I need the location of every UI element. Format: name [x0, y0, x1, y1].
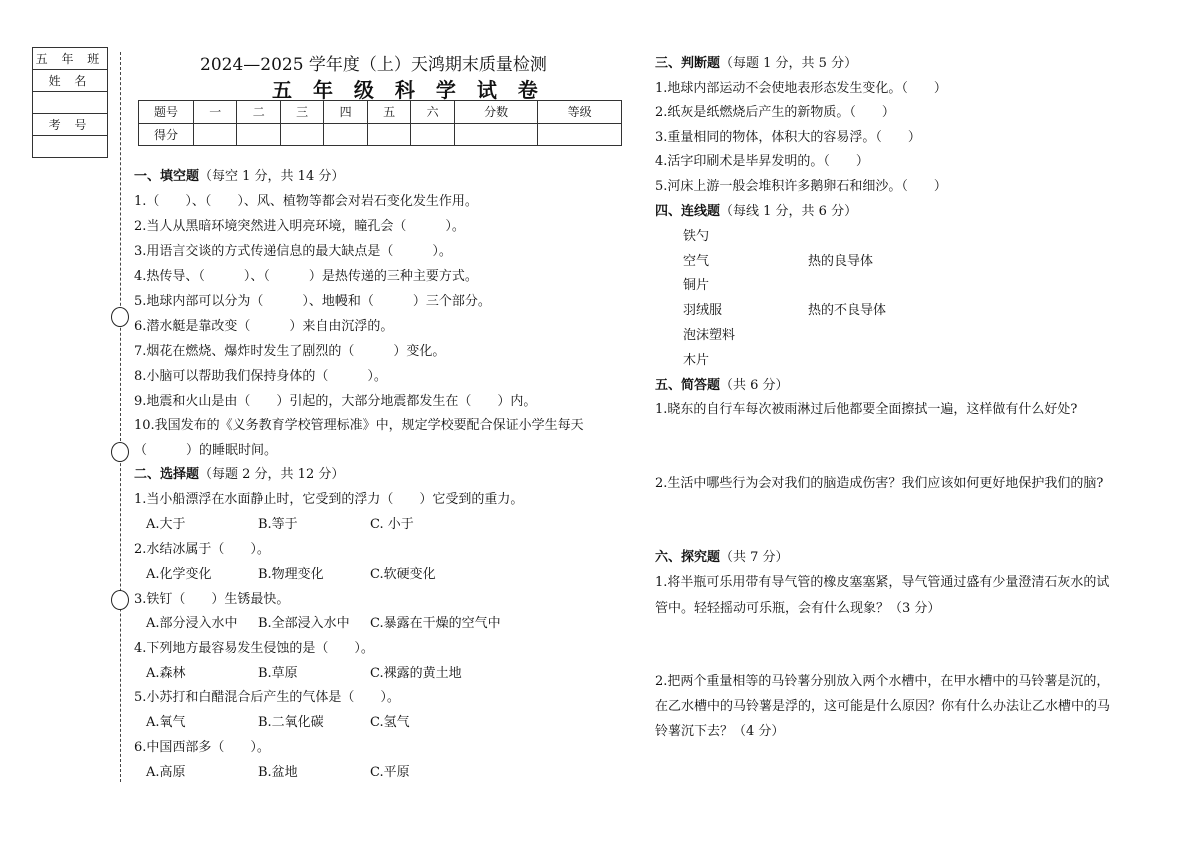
question-text: 2.水结冰属于（ ）。 — [134, 542, 270, 557]
score-cell[interactable] — [411, 123, 454, 146]
question-text: 铃薯沉下去？（4 分） — [655, 724, 785, 739]
question-text: 6.中国西部多（ ）。 — [134, 740, 270, 755]
answer-option[interactable]: A.氧气 — [146, 715, 186, 730]
section-heading-title: 二、选择题 — [134, 467, 200, 482]
question-text: 3.用语言交谈的方式传递信息的最大缺点是（ ）。 — [134, 244, 452, 259]
answer-option[interactable]: B.物理变化 — [258, 567, 324, 582]
score-header-cell: 六 — [411, 101, 454, 124]
match-target[interactable]: 热的不良导体 — [808, 303, 887, 318]
match-item[interactable]: 空气 — [683, 254, 710, 269]
match-item[interactable]: 铁勺 — [683, 229, 710, 244]
match-item[interactable]: 羽绒服 — [683, 303, 723, 318]
student-info-box — [32, 47, 108, 158]
section-heading — [655, 546, 789, 565]
score-header-cell: 五 — [367, 101, 410, 124]
section-heading — [655, 374, 789, 393]
score-cell[interactable] — [280, 123, 323, 146]
answer-option[interactable]: A.化学变化 — [146, 567, 212, 582]
exam-number-field[interactable] — [33, 136, 108, 158]
score-cell[interactable] — [367, 123, 410, 146]
section-heading-title: 五、简答题 — [655, 378, 721, 393]
score-cell[interactable] — [454, 123, 538, 146]
score-table — [138, 100, 622, 146]
score-header-cell: 题号 — [139, 101, 194, 124]
binding-hole — [111, 307, 129, 327]
question-text: 1.（ ）、（ ）、风、植物等都会对岩石变化发生作用。 — [134, 194, 478, 209]
section-heading — [655, 52, 857, 71]
answer-option[interactable]: C.暴露在干燥的空气中 — [370, 616, 501, 631]
score-table-header — [139, 101, 622, 124]
section-heading-scoring: （每空 1 分，共 14 分） — [199, 169, 345, 184]
section-heading-title: 四、连线题 — [655, 204, 721, 219]
binding-line — [120, 52, 121, 782]
answer-option[interactable]: B.二氧化碳 — [258, 715, 324, 730]
match-item[interactable]: 泡沫塑料 — [683, 328, 736, 343]
question-text: 2.生活中哪些行为会对我们的脑造成伤害？我们应该如何更好地保护我们的脑? — [655, 476, 1104, 491]
section-heading-scoring: （共 6 分） — [720, 378, 789, 393]
answer-option[interactable]: B.等于 — [258, 517, 298, 532]
answer-option[interactable]: C. 小于 — [370, 517, 414, 532]
question-text: 1.将半瓶可乐用带有导气管的橡皮塞塞紧，导气管通过盛有少量澄清石灰水的试 — [655, 575, 1110, 590]
score-cell[interactable] — [194, 123, 237, 146]
section-heading-scoring: （每题 2 分，共 12 分） — [199, 467, 345, 482]
question-text: 2.当人从黑暗环境突然进入明亮环境，瞳孔会（ ）。 — [134, 219, 465, 234]
section-heading-title: 三、判断题 — [655, 56, 721, 71]
answer-option[interactable]: C.裸露的黄土地 — [370, 666, 462, 681]
score-header-cell: 等级 — [538, 101, 622, 124]
answer-option[interactable]: B.盆地 — [258, 765, 298, 780]
score-table-row — [139, 123, 622, 146]
question-text: 5.小苏打和白醋混合后产生的气体是（ ）。 — [134, 690, 400, 705]
section-heading — [655, 200, 857, 219]
question-text: （ ）的睡眠时间。 — [134, 443, 278, 458]
name-field[interactable] — [33, 92, 108, 114]
question-text: 3.重量相同的物体，体积大的容易浮。（ ） — [655, 130, 921, 145]
question-text: 1.晓东的自行车每次被雨淋过后他都要全面擦拭一遍，这样做有什么好处? — [655, 402, 1078, 417]
answer-option[interactable]: A.高原 — [146, 765, 186, 780]
question-text: 5.地球内部可以分为（ ）、地幔和（ ）三个部分。 — [134, 294, 491, 309]
answer-option[interactable]: A.部分浸入水中 — [146, 616, 238, 631]
answer-option[interactable]: C.软硬变化 — [370, 567, 436, 582]
score-header-cell: 一 — [194, 101, 237, 124]
score-cell[interactable] — [324, 123, 367, 146]
question-text: 9.地震和火山是由（ ）引起的，大部分地震都发生在（ ）内。 — [134, 394, 537, 409]
question-text: 4.热传导、（ ）、（ ）是热传递的三种主要方式。 — [134, 269, 478, 284]
question-text: 4.下列地方最容易发生侵蚀的是（ ）。 — [134, 641, 374, 656]
question-text: 5.河床上游一般会堆积许多鹅卵石和细沙。（ ） — [655, 179, 947, 194]
section-heading — [134, 463, 344, 482]
match-target[interactable]: 热的良导体 — [808, 254, 874, 269]
question-text: 8.小脑可以帮助我们保持身体的（ ）。 — [134, 369, 387, 384]
score-header-cell: 分数 — [454, 101, 538, 124]
section-heading-title: 六、探究题 — [655, 550, 721, 565]
answer-option[interactable]: B.全部浸入水中 — [258, 616, 350, 631]
question-text: 1.地球内部运动不会使地表形态发生变化。（ ） — [655, 81, 947, 96]
exam-subtitle: 五 年 级 科 学 试 卷 — [272, 78, 545, 102]
question-text: 1.当小船漂浮在水面静止时，它受到的浮力（ ）它受到的重力。 — [134, 492, 524, 507]
section-heading-scoring: （每题 1 分，共 5 分） — [720, 56, 858, 71]
binding-hole — [111, 590, 129, 610]
section-heading — [134, 165, 344, 184]
section-heading-scoring: （共 7 分） — [720, 550, 789, 565]
name-label: 姓 名 — [33, 70, 108, 92]
question-text: 6.潜水艇是靠改变（ ）来自由沉浮的。 — [134, 319, 394, 334]
score-header-cell: 二 — [237, 101, 280, 124]
exam-number-label: 考 号 — [33, 114, 108, 136]
score-header-cell: 四 — [324, 101, 367, 124]
score-cell[interactable] — [538, 123, 622, 146]
binding-hole — [111, 442, 129, 462]
question-text: 4.活字印刷术是毕昇发明的。（ ） — [655, 154, 869, 169]
section-heading-scoring: （每线 1 分，共 6 分） — [720, 204, 858, 219]
question-text: 管中。轻轻摇动可乐瓶，会有什么现象？（3 分） — [655, 601, 941, 616]
match-item[interactable]: 木片 — [683, 353, 710, 368]
section-heading-title: 一、填空题 — [134, 169, 200, 184]
class-label: 五 年 班 — [33, 48, 108, 70]
question-text: 7.烟花在燃烧、爆炸时发生了剧烈的（ ）变化。 — [134, 344, 446, 359]
answer-option[interactable]: A.森林 — [146, 666, 186, 681]
answer-option[interactable]: A.大于 — [146, 517, 186, 532]
answer-option[interactable]: C.氢气 — [370, 715, 410, 730]
question-text: 2.把两个重量相等的马铃薯分别放入两个水槽中，在甲水槽中的马铃薯是沉的， — [655, 674, 1110, 689]
score-header-cell: 三 — [280, 101, 323, 124]
score-cell[interactable] — [237, 123, 280, 146]
match-item[interactable]: 铜片 — [683, 278, 710, 293]
answer-option[interactable]: C.平原 — [370, 765, 410, 780]
answer-option[interactable]: B.草原 — [258, 666, 298, 681]
score-row-label: 得分 — [139, 123, 194, 146]
question-text: 在乙水槽中的马铃薯是浮的，这可能是什么原因？你有什么办法让乙水槽中的马 — [655, 699, 1111, 714]
exam-title: 2024—2025 学年度（上）天鸿期末质量检测 — [200, 55, 547, 75]
question-text: 2.纸灰是纸燃烧后产生的新物质。（ ） — [655, 105, 895, 120]
question-text: 10.我国发布的《义务教育学校管理标准》中，规定学校要配合保证小学生每天 — [134, 418, 584, 433]
question-text: 3.铁钉（ ）生锈最快。 — [134, 592, 290, 607]
